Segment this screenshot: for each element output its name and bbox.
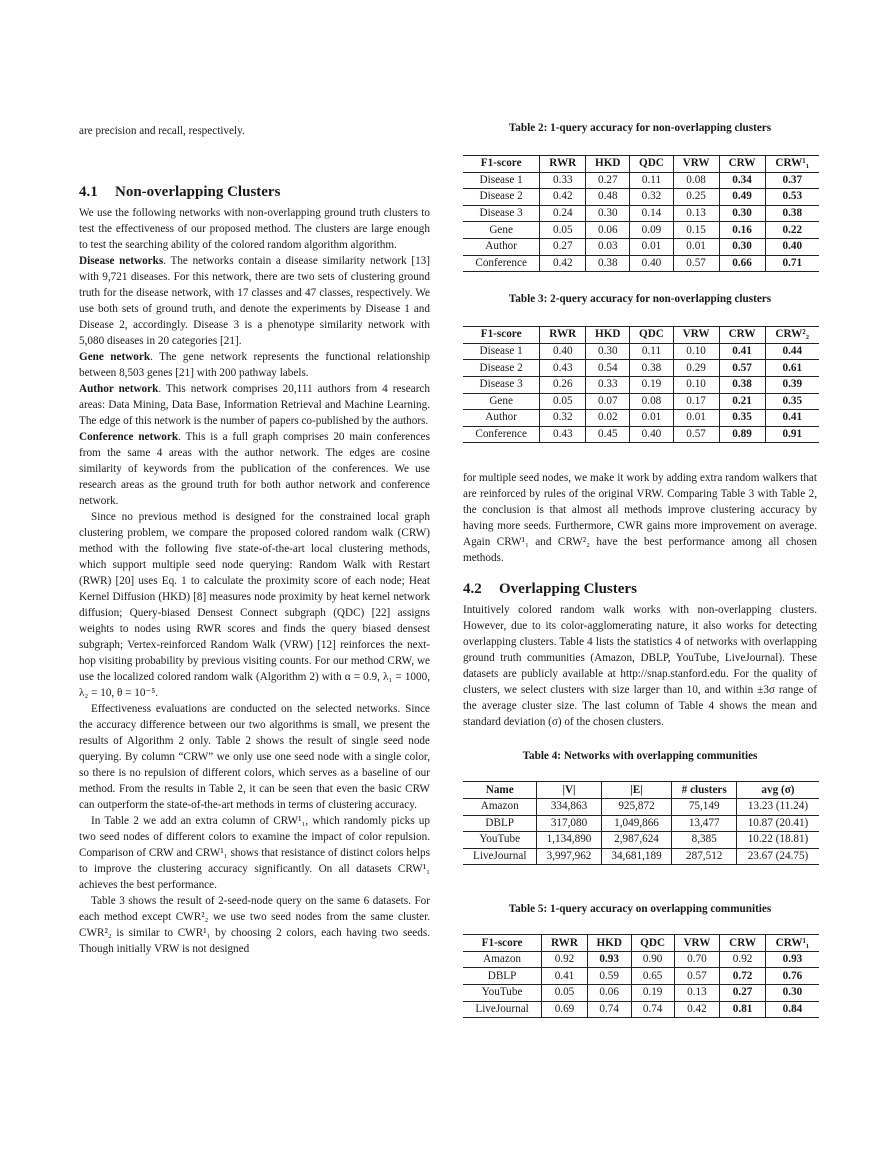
table-row xyxy=(463,393,819,410)
section-heading-4-1 xyxy=(79,182,430,202)
table-cell: 0.57 xyxy=(673,255,719,272)
table-cell: 0.76 xyxy=(765,968,819,985)
table-cell: Amazon xyxy=(480,800,519,813)
table-cell: 0.34 xyxy=(719,172,765,189)
table-cell: 0.43 xyxy=(540,360,586,377)
table-cell: 0.27 xyxy=(720,985,766,1002)
table-cell: 0.40 xyxy=(540,343,586,360)
table-cell: 0.74 xyxy=(631,1001,674,1018)
table-cell: 0.61 xyxy=(765,360,819,377)
table-cell: 0.38 xyxy=(765,205,819,222)
table-cell: 0.45 xyxy=(586,426,630,443)
paragraph-disease: Disease networks. The networks contain a disease similarity network [13] with 9,721 diseases. For this network, there are two sets of clustering ground truth for the disease network, with 17 classes and 47 classes, respectively. We use both sets of ground truth, and denote the experiments by Disease 1 and Disease 2, accordingly. Disease 3 is a phenotype similarity network with 5,080 diseases in 20 categories [21]. xyxy=(79,255,430,347)
table-cell: 10.87 (20.41) xyxy=(736,815,819,832)
table-cell: 0.89 xyxy=(719,426,765,443)
table-cell: 23.67 (24.75) xyxy=(736,848,819,865)
table-cell: Author xyxy=(485,411,517,424)
table-cell: 0.30 xyxy=(586,205,630,222)
table-header-row xyxy=(463,327,819,344)
paragraph: We use the following networks with non-overlapping ground truth clusters to test the effectiveness of our proposed method. The clusters are large enough to test the searching ability of the colored random algorithm algorithm. xyxy=(79,207,430,251)
table-cell: 0.57 xyxy=(674,968,720,985)
table-cell: 0.44 xyxy=(765,343,819,360)
table-cell: 0.32 xyxy=(540,410,586,427)
table-cell: 0.01 xyxy=(630,410,673,427)
table-row xyxy=(463,255,819,272)
term: Conference network xyxy=(79,431,179,443)
table-cell: 3,997,962 xyxy=(537,848,601,865)
column-header: VRW xyxy=(674,935,720,952)
table-cell: 0.42 xyxy=(540,255,586,272)
table-cell: 0.41 xyxy=(542,968,588,985)
table-row xyxy=(463,376,819,393)
table-cell: LiveJournal xyxy=(475,1002,529,1015)
table-5-caption: Table 5: 1-query accuracy on overlapping communities xyxy=(508,903,772,916)
table-cell: 0.27 xyxy=(540,238,586,255)
paragraph: Effectiveness evaluations are conducted on the selected networks. Since the accuracy difference between our two algorithms is small, we present the results of Algorithm 2 only. Table 2 shows the result of single seed node querying. By column “CRW” we only use one seed node with a single color, so there is no repulsion of different colors, which serves as a baseline of our method. From the results in Table 2, it can be seen that even the basic CRW can outperform the state-of-the-art methods in terms of clustering accuracy. xyxy=(79,703,430,811)
table-cell: 334,863 xyxy=(537,798,601,815)
table-cell: 2,987,624 xyxy=(601,832,672,849)
column-header: |E| xyxy=(601,782,672,799)
table-cell: 925,872 xyxy=(601,798,672,815)
column-header: |V| xyxy=(537,782,601,799)
table-cell: 0.25 xyxy=(673,189,719,206)
column-header: avg (σ) xyxy=(736,782,819,799)
column-header: HKD xyxy=(587,935,631,952)
column-header: F1-score xyxy=(480,328,522,341)
table-cell: 0.11 xyxy=(630,172,673,189)
table-cell: 0.54 xyxy=(586,360,630,377)
section-number: 4.1 xyxy=(79,184,98,200)
table-cell: 0.93 xyxy=(587,951,631,968)
table-cell: 0.92 xyxy=(720,951,766,968)
table-row xyxy=(463,410,819,427)
table-cell: Gene xyxy=(489,223,513,236)
table-cell: 317,080 xyxy=(537,815,601,832)
table-cell: 0.07 xyxy=(586,393,630,410)
column-header: CRW¹₁ xyxy=(765,156,819,173)
paragraph: Intuitively colored random walk works with non-overlapping clusters. However, due to its color-agglomerating nature, it also works for detecting overlapping clusters. Table 4 lists the statistics 4 of networks with overlapping ground truth communities (Amazon, DBLP, YouTube, LiveJournal). These datasets are publicly available at http://snap.stanford.edu. For the quality of clusters, we select clusters with size larger than 10, and within ±3σ range of the average cluster size. The last column of Table 4 shows the mean and standard deviation (σ) of the chosen clusters. xyxy=(463,604,817,729)
section-title: Overlapping Clusters xyxy=(499,581,637,598)
table-cell: 0.30 xyxy=(765,985,819,1002)
table-cell: 34,681,189 xyxy=(601,848,672,865)
table-row xyxy=(463,985,819,1002)
table-cell: 0.42 xyxy=(674,1001,720,1018)
table-cell: 0.01 xyxy=(673,410,719,427)
table-header-row xyxy=(463,782,819,799)
column-header: QDC xyxy=(631,935,674,952)
table-cell: 0.81 xyxy=(720,1001,766,1018)
table-cell: Conference xyxy=(475,428,527,441)
table-cell: 0.59 xyxy=(587,968,631,985)
column-header: RWR xyxy=(540,327,586,344)
table-cell: 0.24 xyxy=(540,205,586,222)
table-cell: 0.38 xyxy=(586,255,630,272)
table-cell: 0.57 xyxy=(673,426,719,443)
table-cell: 13.23 (11.24) xyxy=(736,798,819,815)
paragraph: Since no previous method is designed for the constrained local graph clustering problem, we compare the proposed colored random walk (CRW) method with the following five state-of-the-art local clustering methods, which support multiple seed node querying: Random Walk with Restart (RWR) [20] uses Eq. 1 to calculate the proximity score of each node; Heat Kernel Diffusion (HKD) [8] measures node proximity by heat kernel network diffusion; Query-biased Densest Connect subgraph (QDC) [22] assigns weights to nodes using RWR scores and finds the query biased densest subgraph; Vertex-reinforced Random Walk (VRW) [12] reinforces the next-hop visiting probability by previous visiting counts. For our method CRW, we use the localized colored random walk (Algorithm 2) with α = 0.9, λ₁ = 1000, λ₂ = 10, θ = 10⁻⁵. xyxy=(79,511,430,699)
table-5 xyxy=(463,934,819,1018)
table-cell: 0.43 xyxy=(540,426,586,443)
table-3-caption: Table 3: 2-query accuracy for non-overlapping clusters xyxy=(508,293,772,306)
table-cell: 0.42 xyxy=(540,189,586,206)
table-row xyxy=(463,968,819,985)
table-cell: 0.49 xyxy=(719,189,765,206)
table-cell: 0.30 xyxy=(719,238,765,255)
table-cell: 0.19 xyxy=(630,376,673,393)
table-cell: DBLP xyxy=(487,969,517,982)
table-cell: Gene xyxy=(489,394,513,407)
table-2-caption: Table 2: 1-query accuracy for non-overlapping clusters xyxy=(508,122,772,134)
table-cell: 0.27 xyxy=(586,172,630,189)
table-cell: 0.48 xyxy=(586,189,630,206)
table-cell: 0.33 xyxy=(586,376,630,393)
table-cell: 0.13 xyxy=(673,205,719,222)
term: Gene network xyxy=(79,351,151,363)
table-cell: 0.91 xyxy=(765,426,819,443)
table-cell: Disease 2 xyxy=(479,190,523,203)
table-cell: 0.10 xyxy=(673,343,719,360)
table-cell: 0.66 xyxy=(719,255,765,272)
table-row xyxy=(463,238,819,255)
table-cell: YouTube xyxy=(479,833,521,846)
table-cell: 0.11 xyxy=(630,343,673,360)
table-cell: 0.21 xyxy=(719,393,765,410)
table-4-caption: Table 4: Networks with overlapping communities xyxy=(522,750,758,763)
table-cell: 10.22 (18.81) xyxy=(736,832,819,849)
table-cell: 0.10 xyxy=(673,376,719,393)
column-header: RWR xyxy=(542,935,588,952)
paragraph: In Table 2 we add an extra column of CRW¹₁, which randomly picks up two seed nodes of different colors to examine the impact of color repulsion. Comparison of CRW and CRW¹₁ shows that resistance of distinct colors helps to improve the clustering accuracy significantly. On all datasets CRW¹₁ achieves the best performance. xyxy=(79,815,430,891)
table-cell: 0.08 xyxy=(673,172,719,189)
table-cell: 0.93 xyxy=(765,951,819,968)
table-row xyxy=(463,343,819,360)
column-header: F1-score xyxy=(481,936,523,949)
table-row xyxy=(463,815,819,832)
table-cell: 0.72 xyxy=(720,968,766,985)
paragraph: for multiple seed nodes, we make it work by adding extra random walkers that are reinforced by rules of the original VRW. Comparing Table 3 with Table 2, the conclusion is that almost all methods improve clustering accuracy by having more seeds. Furthermore, CWR gains more improvement on average. Again CRW¹₁ and CRW²₂ have the best performance among all chosen methods. xyxy=(463,472,817,565)
table-cell: 0.16 xyxy=(719,222,765,239)
table-row xyxy=(463,832,819,849)
right-column xyxy=(463,120,817,1018)
table-row xyxy=(463,848,819,865)
table-cell: Disease 1 xyxy=(479,173,523,186)
table-cell: 0.53 xyxy=(765,189,819,206)
column-header: CRW²₂ xyxy=(765,327,819,344)
column-header: HKD xyxy=(586,327,630,344)
table-cell: 0.41 xyxy=(765,410,819,427)
column-header: QDC xyxy=(630,327,673,344)
table-cell: 8,385 xyxy=(672,832,737,849)
table-cell: 0.17 xyxy=(673,393,719,410)
table-cell: 0.35 xyxy=(765,393,819,410)
table-cell: 0.70 xyxy=(674,951,720,968)
table-cell: 0.08 xyxy=(630,393,673,410)
section-heading-4-2 xyxy=(463,579,817,599)
table-cell: 0.74 xyxy=(587,1001,631,1018)
table-row xyxy=(463,205,819,222)
table-cell: 0.40 xyxy=(630,426,673,443)
table-cell: 0.69 xyxy=(542,1001,588,1018)
table-cell: LiveJournal xyxy=(473,849,527,862)
table-cell: 0.29 xyxy=(673,360,719,377)
column-header: F1-score xyxy=(480,157,522,170)
table-cell: DBLP xyxy=(485,816,515,829)
table-cell: 0.22 xyxy=(765,222,819,239)
table-cell: 13,477 xyxy=(672,815,737,832)
table-cell: 0.02 xyxy=(586,410,630,427)
table-row xyxy=(463,222,819,239)
column-header: CRW¹₁ xyxy=(765,935,819,952)
table-cell: 0.30 xyxy=(719,205,765,222)
table-row xyxy=(463,951,819,968)
table-cell: 0.05 xyxy=(540,222,586,239)
column-header: CRW xyxy=(720,935,766,952)
column-header: QDC xyxy=(630,156,673,173)
table-row xyxy=(463,798,819,815)
table-cell: 75,149 xyxy=(672,798,737,815)
paragraph-author: Author network. This network comprises 20,111 authors from 4 research areas: Data Mining, Data Base, Information Retrieval and Machine Learning. The edge of this network is the number of papers co-published by the authors. xyxy=(79,383,430,427)
table-cell: 0.65 xyxy=(631,968,674,985)
term: Author network xyxy=(79,383,159,395)
table-cell: Author xyxy=(485,240,517,253)
table-cell: 0.40 xyxy=(630,255,673,272)
column-header: Name xyxy=(485,783,514,796)
table-cell: 0.41 xyxy=(719,343,765,360)
table-cell: 0.37 xyxy=(765,172,819,189)
table-cell: 0.15 xyxy=(673,222,719,239)
column-header: # clusters xyxy=(672,782,737,799)
table-cell: 0.35 xyxy=(719,410,765,427)
paragraph-conference: Conference network. This is a full graph comprises 20 main conferences from the same 4 areas with the author network. The edges are cosine similarity of keywords from the publication of the conferences. We use research areas as the ground truth for both author network and conference network. xyxy=(79,431,430,507)
table-cell: 0.26 xyxy=(540,376,586,393)
table-cell: 1,049,866 xyxy=(601,815,672,832)
table-header-row xyxy=(463,156,819,173)
table-cell: 0.71 xyxy=(765,255,819,272)
table-row xyxy=(463,1001,819,1018)
table-cell: 0.38 xyxy=(630,360,673,377)
section-number: 4.2 xyxy=(463,581,482,598)
table-cell: YouTube xyxy=(481,986,523,999)
table-cell: 0.09 xyxy=(630,222,673,239)
column-header: HKD xyxy=(586,156,630,173)
table-cell: Disease 2 xyxy=(479,361,523,374)
paragraph-gene: Gene network. The gene network represents the functional relationship between 8,503 genes [21] with 200 pathway labels. xyxy=(79,351,430,379)
column-header: CRW xyxy=(719,156,765,173)
table-cell: Disease 3 xyxy=(479,207,523,220)
table-cell: 0.06 xyxy=(586,222,630,239)
table-cell: 0.39 xyxy=(765,376,819,393)
term: Disease networks xyxy=(79,255,164,267)
table-cell: 0.40 xyxy=(765,238,819,255)
table-cell: Disease 1 xyxy=(479,345,523,358)
table-row xyxy=(463,360,819,377)
column-header: VRW xyxy=(673,327,719,344)
table-row xyxy=(463,426,819,443)
table-header-row xyxy=(463,935,819,952)
table-cell: 1,134,890 xyxy=(537,832,601,849)
table-cell: Amazon xyxy=(483,953,522,966)
table-cell: 0.05 xyxy=(542,985,588,1002)
section-title: Non-overlapping Clusters xyxy=(115,184,281,200)
table-cell: 0.57 xyxy=(719,360,765,377)
table-cell: 0.84 xyxy=(765,1001,819,1018)
table-cell: 0.03 xyxy=(586,238,630,255)
left-column xyxy=(79,120,430,957)
table-cell: Conference xyxy=(475,256,527,269)
paragraph: Table 3 shows the result of 2-seed-node query on the same 6 datasets. For each method except CWR²₂ we use two seed nodes from the same cluster. CWR²₂ is similar to CWR¹₁ by choosing 2 colors, each having two seeds. Though initially VRW is not designed xyxy=(79,895,430,955)
table-cell: 0.19 xyxy=(631,985,674,1002)
table-cell: 0.13 xyxy=(674,985,720,1002)
table-3 xyxy=(463,326,819,443)
table-cell: 0.06 xyxy=(587,985,631,1002)
column-header: CRW xyxy=(719,327,765,344)
column-header: RWR xyxy=(540,156,586,173)
table-cell: 0.01 xyxy=(630,238,673,255)
table-cell: 287,512 xyxy=(672,848,737,865)
table-cell: 0.33 xyxy=(540,172,586,189)
table-cell: Disease 3 xyxy=(479,378,523,391)
table-cell: 0.38 xyxy=(719,376,765,393)
table-row xyxy=(463,189,819,206)
table-2 xyxy=(463,155,819,272)
table-cell: 0.05 xyxy=(540,393,586,410)
column-header: VRW xyxy=(673,156,719,173)
table-cell: 0.01 xyxy=(673,238,719,255)
table-row xyxy=(463,172,819,189)
intro-line: are precision and recall, respectively. xyxy=(79,125,245,137)
table-cell: 0.90 xyxy=(631,951,674,968)
table-cell: 0.30 xyxy=(586,343,630,360)
table-cell: 0.92 xyxy=(542,951,588,968)
table-cell: 0.14 xyxy=(630,205,673,222)
table-4 xyxy=(463,781,819,865)
table-cell: 0.32 xyxy=(630,189,673,206)
